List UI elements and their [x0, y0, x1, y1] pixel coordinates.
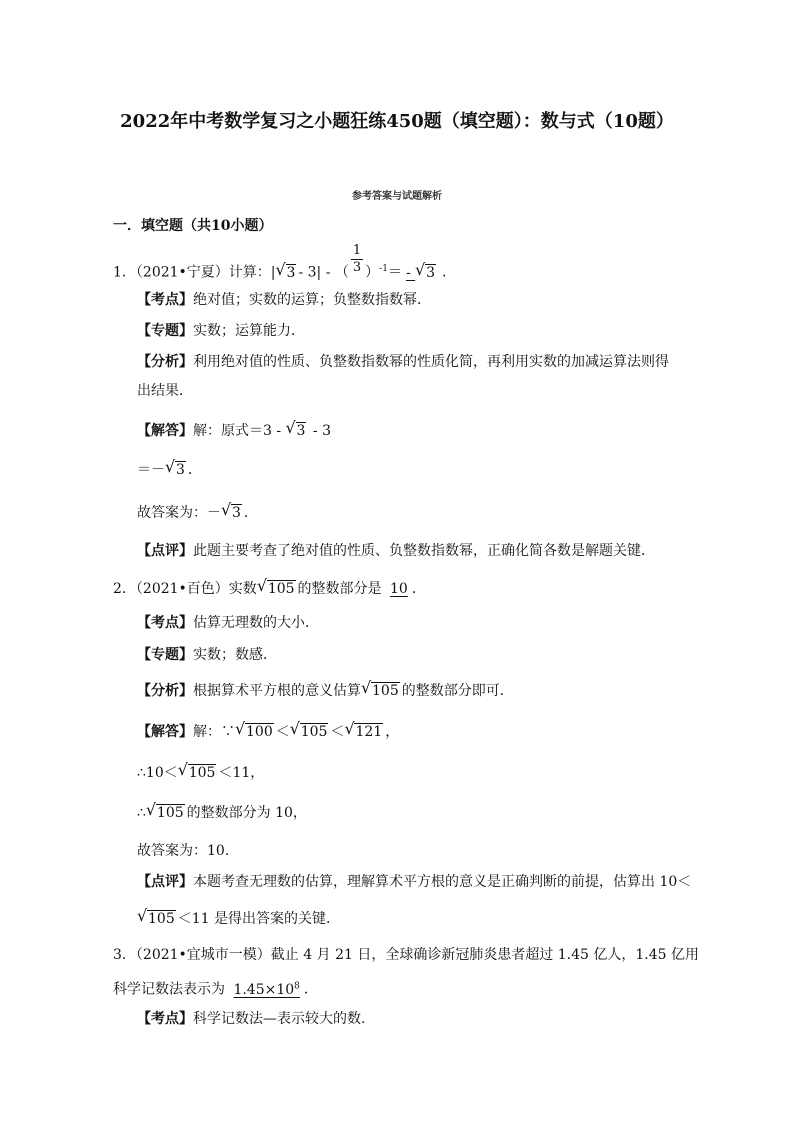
q3-stem: 3．（2021•宜城市一模）截止 4 月 21 日，全球确诊新冠肺炎患者超过 1.45 亿人，1.45 亿用	[113, 947, 700, 963]
q2-dianping: 【点评】本题考查无理数的估算，理解算术平方根的意义是正确判断的前提，估算出 10＜	[137, 874, 692, 890]
q2-final-answer: 故答案为：10．	[137, 843, 239, 859]
q2-zhuanti: 【专题】实数；数感．	[137, 647, 277, 663]
sqrt-symbol: √ 3	[415, 262, 436, 284]
sqrt-symbol: √ 105	[361, 680, 400, 702]
sqrt-symbol: √ 3	[221, 502, 242, 524]
q1-answer-blank: - √ 3	[402, 265, 442, 281]
q1-fenxi: 【分析】利用绝对值的性质、负整数指数幂的性质化简，再利用实数的加减运算法则得	[137, 354, 669, 370]
q1-dianping: 【点评】此题主要考查了绝对值的性质、负整数指数幂，正确化简各数是解题关键．	[137, 543, 655, 559]
q1-zhuanti: 【专题】实数；运算能力．	[137, 323, 305, 339]
q3-answer-blank: $1.45\times 10^8$	[233, 981, 300, 998]
sqrt-symbol: √ 100	[235, 721, 274, 743]
q2-answer-blank: 10	[390, 581, 408, 597]
sqrt-symbol: √ 3	[276, 262, 297, 284]
sqrt-symbol: √ 105	[146, 802, 185, 824]
q2-jieda-step3: ∴√ 105 的整数部分为 10，	[137, 802, 307, 824]
sqrt-symbol: √ 3	[286, 420, 307, 442]
sqrt-symbol: √ 105	[257, 578, 296, 600]
q2-jieda-step2: ∴10＜√ 105 ＜11，	[137, 762, 264, 784]
q1-jieda-step2: ＝－√ 3 ．	[137, 459, 202, 481]
document-subtitle: 参考答案与试题解析	[352, 191, 442, 202]
q1-source: （2021•宁夏）计算：|	[135, 264, 276, 281]
document-title: 2022年中考数学复习之小题狂练450题（填空题）：数与式（10题）	[120, 111, 674, 132]
q2-jieda: 【解答】解：∵√ 100 ＜√ 105 ＜√ 121 ，	[137, 721, 399, 743]
q1-kaodian: 【考点】绝对值；实数的运算；负整数指数幂．	[137, 292, 431, 308]
q1-final-answer: 故答案为：－√ 3 ．	[137, 502, 258, 524]
q3-number: 3．	[113, 947, 136, 963]
q3-stem-cont: 科学记数法表示为 $1.45\times 10^8$ ．	[113, 981, 318, 998]
sqrt-symbol: √ 105	[178, 762, 217, 784]
sqrt-symbol: √ 105	[290, 721, 329, 743]
sqrt-symbol: √ 3	[165, 459, 186, 481]
q1-number: 1．	[113, 264, 136, 281]
q2-source: （2021•百色）实数	[135, 581, 257, 597]
sqrt-symbol: √ 121	[344, 721, 383, 743]
q1-stem: 1．（2021•宁夏）计算：|√ 3 - 3| - （ $\frac{1}{3}$ ）$^{-1}$＝ - √ 3 ．	[113, 258, 456, 284]
q1-jieda: 【解答】解：原式＝3 - √ 3 - 3	[137, 420, 331, 442]
fraction: $\frac{1}{3}$	[352, 243, 362, 276]
section-heading: 一．填空题（共10小题）	[113, 218, 273, 234]
q2-number: 2．	[113, 581, 136, 597]
q2-stem: 2．（2021•百色）实数√ 105 的整数部分是 10 ．	[113, 578, 426, 600]
q2-fenxi: 【分析】根据算术平方根的意义估算√ 105 的整数部分即可．	[137, 680, 514, 702]
q2-kaodian: 【考点】估算无理数的大小．	[137, 615, 319, 631]
q1-fenxi-cont: 出结果．	[137, 383, 193, 399]
q3-kaodian: 【考点】科学记数法—表示较大的数．	[137, 1011, 375, 1027]
q2-dianping-cont: √ 105 ＜11 是得出答案的关键．	[137, 908, 340, 930]
sqrt-symbol: √ 105	[137, 908, 176, 930]
